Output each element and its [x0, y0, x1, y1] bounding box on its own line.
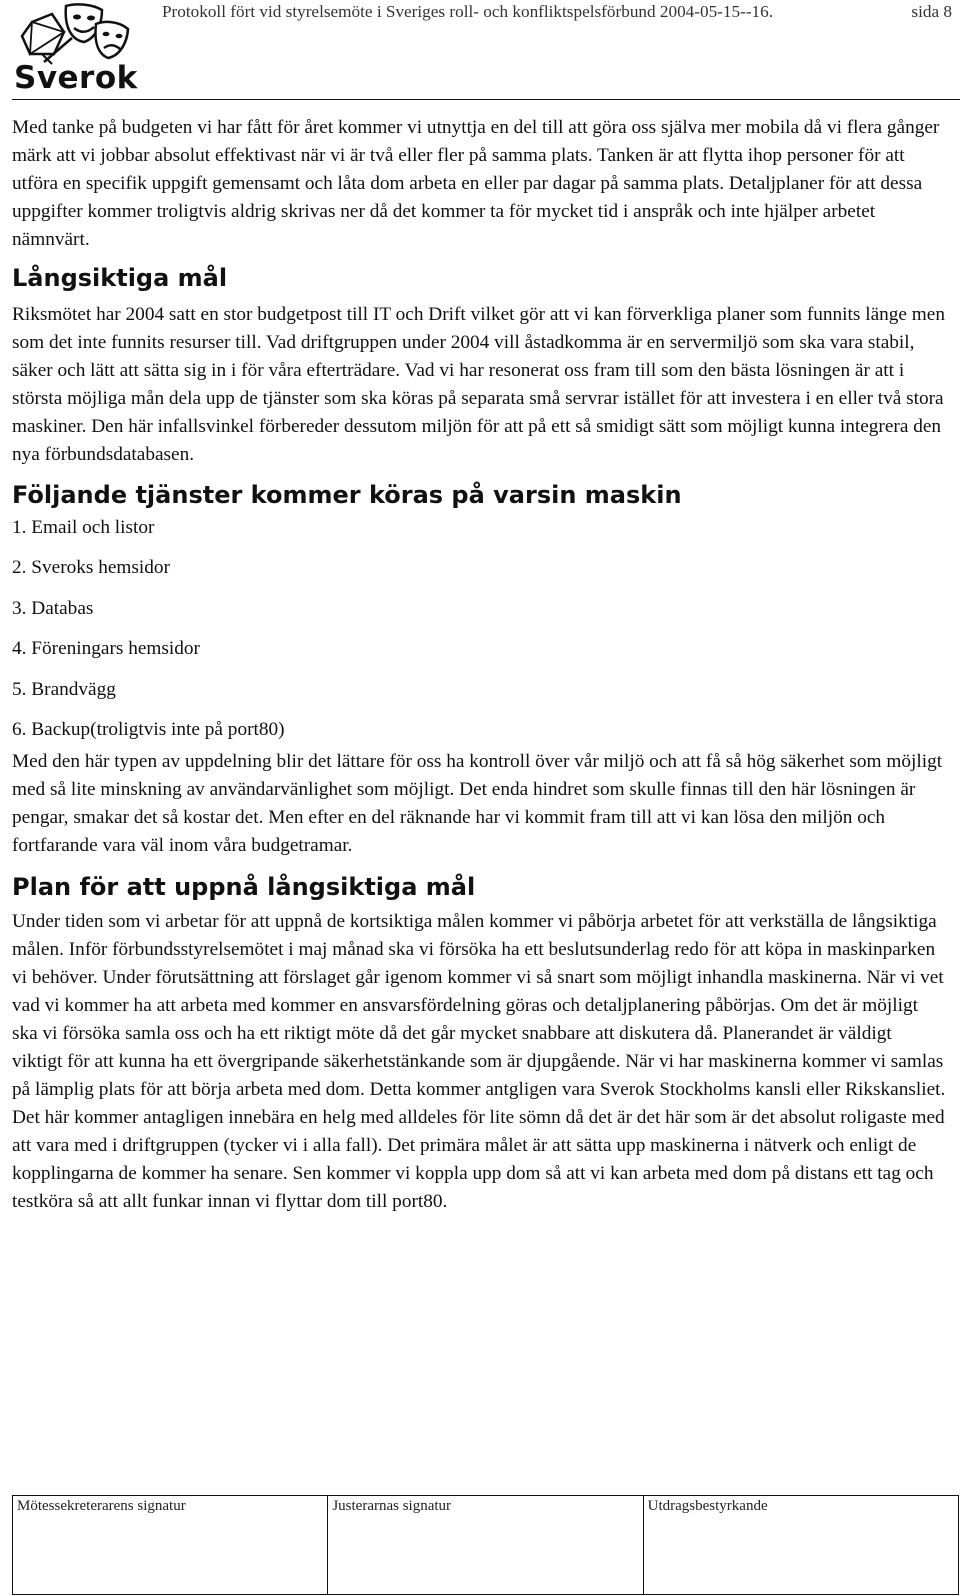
header-title: Protokoll fört vid styrelsemöte i Sveriges roll- och konfliktspelsförbund 2004-05-15--16.	[162, 2, 774, 21]
signature-label: Mötessekreterarens signatur	[17, 1498, 186, 1514]
list-item: 2. Sveroks hemsidor	[12, 557, 170, 579]
list-item: 1. Email och listor	[12, 517, 155, 538]
list-item: 4. Föreningars hemsidor	[12, 638, 200, 660]
page-number: sida 8	[911, 2, 952, 21]
services-paragraph: Med den här typen av uppdelning blir det lättare för oss ha kontroll över vår miljö och att få så hög säkerhet som möjligt med så lite minskning av användarvänlighet som möjligt. Det enda hindret som skulle finnas till den här lösningen är pengar, smakar det så kostar det. Men efter en del räknande har vi kommit fram till att vi kan lösa den miljön och fortfarande vara väl inom våra budgetramar.	[12, 751, 943, 857]
services-list	[12, 514, 946, 756]
document-body	[12, 114, 946, 1216]
signature-cell-certification[interactable]	[643, 1496, 958, 1595]
signature-label: Utdragsbestyrkande	[647, 1498, 768, 1514]
plan-paragraph: Under tiden som vi arbetar för att uppnå de kortsiktiga målen kommer vi påbörja arbetet för att verkställa de långsiktiga målen. Inför förbundsstyrelsemötet i maj månad ska vi försöka ha ett beslutsunderlag redo för att köpa in maskinparken vi behöver. Under förutsättning att förslaget går igenom kommer vi så snart som möjligt inhandla maskinerna. När vi vet vad vi kommer ha att arbeta med kommer en ansvarsfördelning göras och detaljplanering påbörjas. Om det är möjligt ska vi försöka samla oss och ha ett riktigt möte då det går mycket snabbare att diskutera då. Planerandet är väldigt viktigt för att kunna ha ett övergripande säkerhetstänkande som är djupgående. När vi har maskinerna kommer vi samlas på lämplig plats för att börja arbeta med dom. Detta kommer antgligen vara Sverok Stockholms kansli eller Rikskansliet. Det här kommer antagligen innebära en helg med alldeles för lite sömn då det är det här som är det absolut roligaste med att vara med i driftgruppen (tycker vi i alla fall). Det primära målet är att sätta upp maskinerna i nätverk och enligt de kopplingarna de kommer ha senare. Sen kommer vi koppla upp dom så att vi kan arbeta med dom på distans ett tag och testköra så att allt funkar innan vi flyttar dom till port80.	[12, 911, 946, 1213]
signature-cell-adjusters[interactable]	[328, 1496, 643, 1595]
sverok-logo	[14, 2, 140, 98]
signature-label: Justerarnas signatur	[332, 1498, 452, 1514]
section-heading-plan: Plan för att uppnå långsiktiga mål	[12, 873, 476, 902]
list-item: 3. Databas	[12, 597, 94, 619]
theater-masks-dice-icon	[14, 2, 140, 66]
signature-table	[12, 1495, 959, 1595]
list-item: 6. Backup(troligtvis inte på port80)	[12, 718, 285, 740]
section-heading-services: Följande tjänster kommer köras på varsin maskin	[12, 481, 682, 509]
logo-wordmark: Sverok	[14, 60, 138, 96]
intro-paragraph: Med tanke på budgeten vi har fått för året kommer vi utnyttja en del till att göra oss själva mer mobila då vi flera gånger märk att vi jobbar absolut effektivast när vi är två eller fler på samma plats. Tanken är att flytta ihop personer för att utföra en specifik uppgift gemensamt och låta dom arbeta en eller par dagar på samma plats. Detaljplaner för att dessa uppgifter kommer troligtvis aldrig skrivas ner då det kommer ta för mycket tid i anspråk och inte hjälper arbetet nämnvärt.	[12, 117, 940, 250]
header-divider	[12, 99, 960, 100]
list-item: 5. Brandvägg	[12, 678, 116, 700]
section-heading-long-term-goals: Långsiktiga mål	[12, 264, 228, 292]
signature-cell-secretary[interactable]	[13, 1496, 328, 1595]
long-term-goals-paragraph: Riksmötet har 2004 satt en stor budgetpost till IT och Drift vilket gör att vi kan förverkliga planer som funnits länge men som det inte funnits resurser till. Vad driftgruppen under 2004 vill åstadkomma är en servermiljö som ska vara stabil, säker och lätt att sätta sig in i för våra efterträdare. Vad vi har resonerat oss fram till som den bästa lösningen är att i största möjliga mån dela upp de tjänster som ska köras på separata små servrar istället för att investera i en eller två stora maskiner. Den här infallsvinkel förbereder dessutom miljön för att på ett så smidigt sätt som möjligt kunna integrera den nya förbundsdatabasen.	[12, 304, 945, 465]
